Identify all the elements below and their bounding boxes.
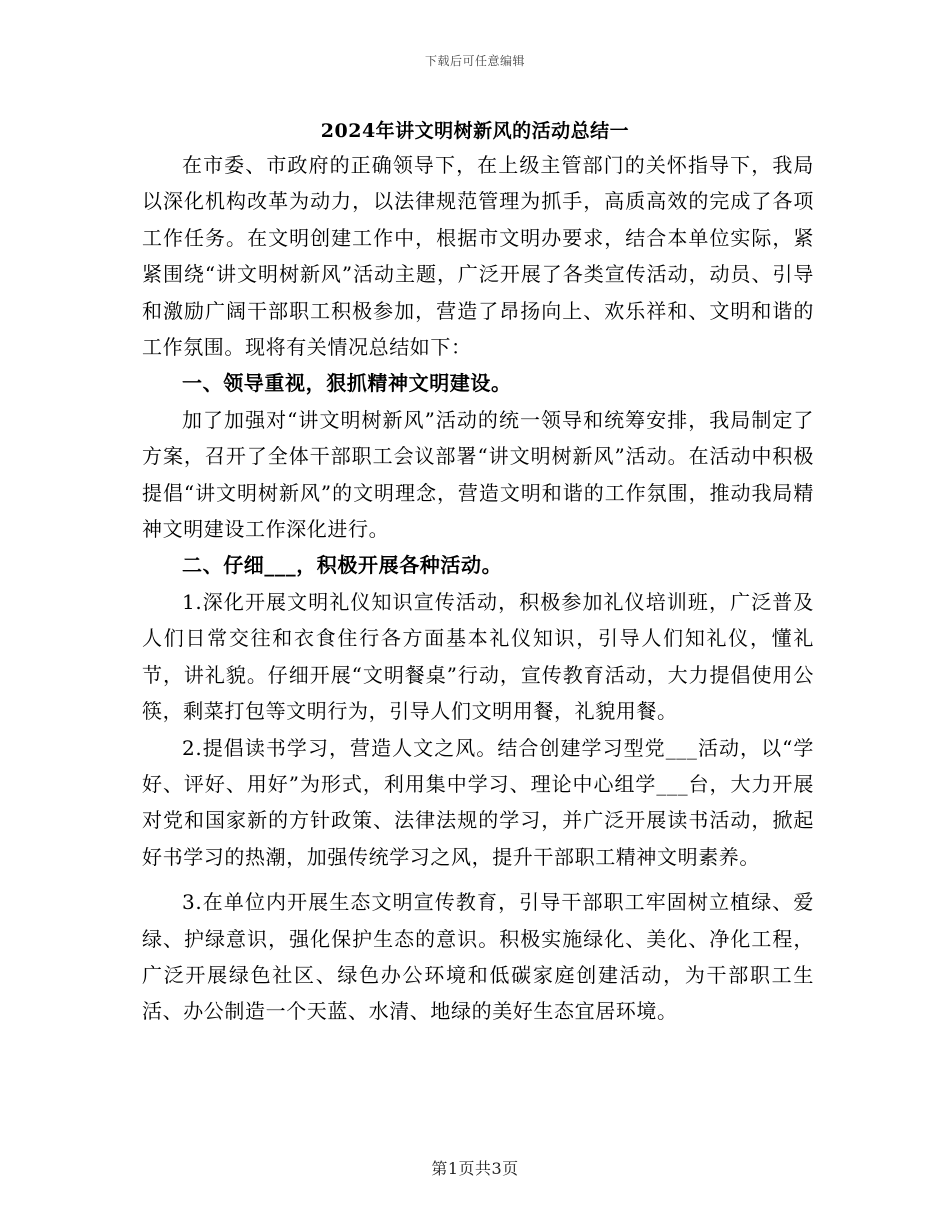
activity-item-1: 1.深化开展文明礼仪知识宣传活动，积极参加礼仪培训班，广泛普及人们日常交往和衣食住行各方面基本礼仪知识，引导人们知礼仪，懂礼节，讲礼貌。仔细开展“文明餐桌”行动，宣传教育活动，大力提倡使用公筷，剩菜打包等文明行为，引导人们文明用餐，礼貌用餐。 — [142, 589, 814, 724]
document-body — [142, 147, 814, 1030]
download-editable-note: 下载后可任意编辑 — [424, 54, 525, 68]
activity-item-2: 2.提倡读书学习，营造人文之风。结合创建学习型党___活动，以“学好、评好、用好”为形式，利用集中学习、理论中心组学___台，大力开展对党和国家新的方针政策、法律法规的学习，并广泛开展读书活动，掀起好书学习的热潮，加强传统学习之风，提升干部职工精神文明素养。 — [142, 735, 814, 869]
section-1-paragraph: 加了加强对“讲文明树新风”活动的统一领导和统筹安排，我局制定了方案，召开了全体干部职工会议部署“讲文明树新风”活动。在活动中积极提倡“讲文明树新风”的文明理念，营造文明和谐的工作氛围，推动我局精神文明建设工作深化进行。 — [142, 407, 814, 542]
document-title: 2024年讲文明树新风的活动总结一 — [320, 120, 630, 142]
page-number: 第1页共3页 — [431, 1159, 519, 1178]
section-heading-1: 一、领导重视，狠抓精神文明建设。 — [182, 371, 512, 396]
intro-paragraph: 在市委、市政府的正确领导下，在上级主管部门的关怀指导下，我局以深化机构改革为动力，以法律规范管理为抓手，高质高效的完成了各项工作任务。在文明创建工作中，根据市文明办要求，结合本单位实际，紧紧围绕“讲文明树新风”活动主题，广泛开展了各类宣传活动，动员、引导和激励广阔干部职工积极参加，营造了昂扬向上、欢乐祥和、文明和谐的工作氛围。现将有关情况总结如下： — [142, 153, 814, 360]
activity-item-3: 3.在单位内开展生态文明宣传教育，引导干部职工牢固树立植绿、爱绿、护绿意识，强化保护生态的意识。积极实施绿化、美化、净化工程，广泛开展绿色社区、绿色办公环境和低碳家庭创建活动，为干部职工生活、办公制造一个天蓝、水清、地绿的美好生态宜居环境。 — [142, 890, 814, 1024]
section-heading-2: 二、仔细___，积极开展各种活动。 — [182, 553, 503, 578]
